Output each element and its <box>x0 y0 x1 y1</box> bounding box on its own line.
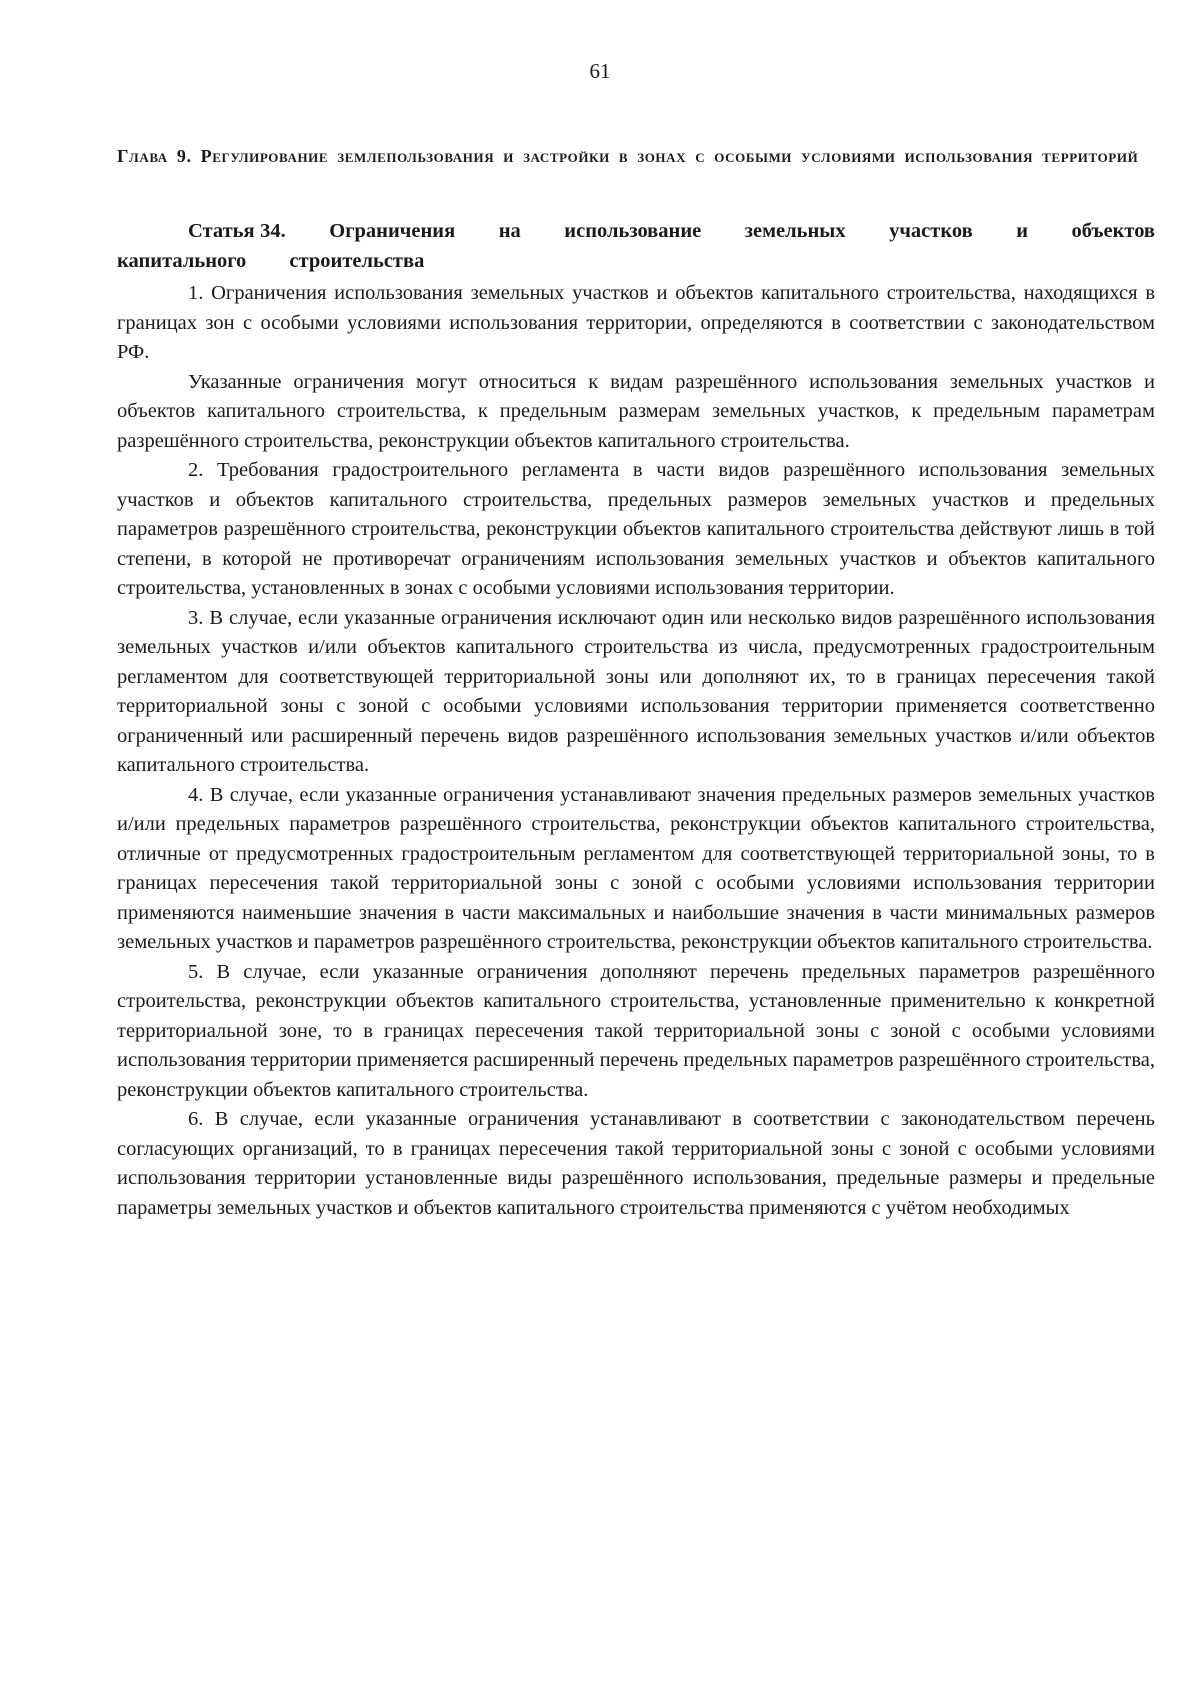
paragraph-2: 2. Требования градостроительного регламента в части видов разрешённого использования земельных участков и объектов капитального строительства, предельных размеров земельных участков и предельных параметров разрешённого строительства, реконструкции объектов капитального строительства действуют лишь в той степени, в которой не противоречат ограничениям использования земельных участков и объектов капитального строительства, установленных в зонах с особыми условиями использования территории. <box>117 459 1155 599</box>
paragraph-1-continued: Указанные ограничения могут относиться к видам разрешённого использования земельных участков и объектов капитального строительства, к предельным размерам земельных участков, к предельным параметрам разрешённого строительства, реконструкции объектов капитального строительства. <box>117 370 1155 452</box>
article-title: Ограничения на использование земельных участков и объектов капитального строительства <box>117 220 1156 272</box>
paragraph-5: 5. В случае, если указанные ограничения дополняют перечень предельных параметров разрешённого строительства, реконструкции объектов капитального строительства, установленные применительно к конкретной территориальной зоне, то в границах пересечения такой территориальной зоны с зоной с особыми условиями использования территории применяется расширенный перечень предельных параметров разрешённого строительства, реконструкции объектов капитального строительства. <box>117 960 1155 1101</box>
chapter-title: Глава 9. Регулирование землепользования и застройки в зонах с особыми условиями использования территорий <box>117 146 1139 166</box>
paragraph-1: 1. Ограничения использования земельных участков и объектов капитального строительства, находящихся в границах зон с особыми условиями использования территории, определяются в соответствии с законодательством РФ. <box>117 282 1155 363</box>
paragraph-6: 6. В случае, если указанные ограничения устанавливают в соответствии с законодательством перечень согласующих организаций, то в границах пересечения такой территориальной зоны с зоной с особыми условиями использования территории установленные виды разрешённого использования, предельные размеры и предельные параметры земельных участков и объектов капитального строительства применяются с учётом необходимых <box>117 1108 1155 1219</box>
page-number: 61 <box>589 59 611 83</box>
article-label: Статья 34. <box>188 220 286 242</box>
article-heading <box>117 216 1155 276</box>
paragraph-3: 3. В случае, если указанные ограничения исключают один или несколько видов разрешённого использования земельных участков и/или объектов капитального строительства из числа, предусмотренных градостроительным регламентом для соответствующей территориальной зоны или дополняют их, то в границах пересечения такой территориальной зоны с зоной с особыми условиями использования территории применяется соответственно ограниченный или расширенный перечень видов разрешённого использования земельных участков и/или объектов капитального строительства. <box>117 606 1155 776</box>
paragraph-4: 4. В случае, если указанные ограничения устанавливают значения предельных размеров земельных участков и/или предельных параметров разрешённого строительства, реконструкции объектов капитального строительства, отличные от предусмотренных градостроительным регламентом для соответствующей территориальной зоны, то в границах пересечения такой территориальной зоны с зоной с особыми условиями использования территории применяются наименьшие значения в части максимальных и наибольшие значения в части минимальных размеров земельных участков и параметров разрешённого строительства, реконструкции объектов капитального строительства. <box>117 783 1155 953</box>
page-content <box>117 140 1155 1223</box>
